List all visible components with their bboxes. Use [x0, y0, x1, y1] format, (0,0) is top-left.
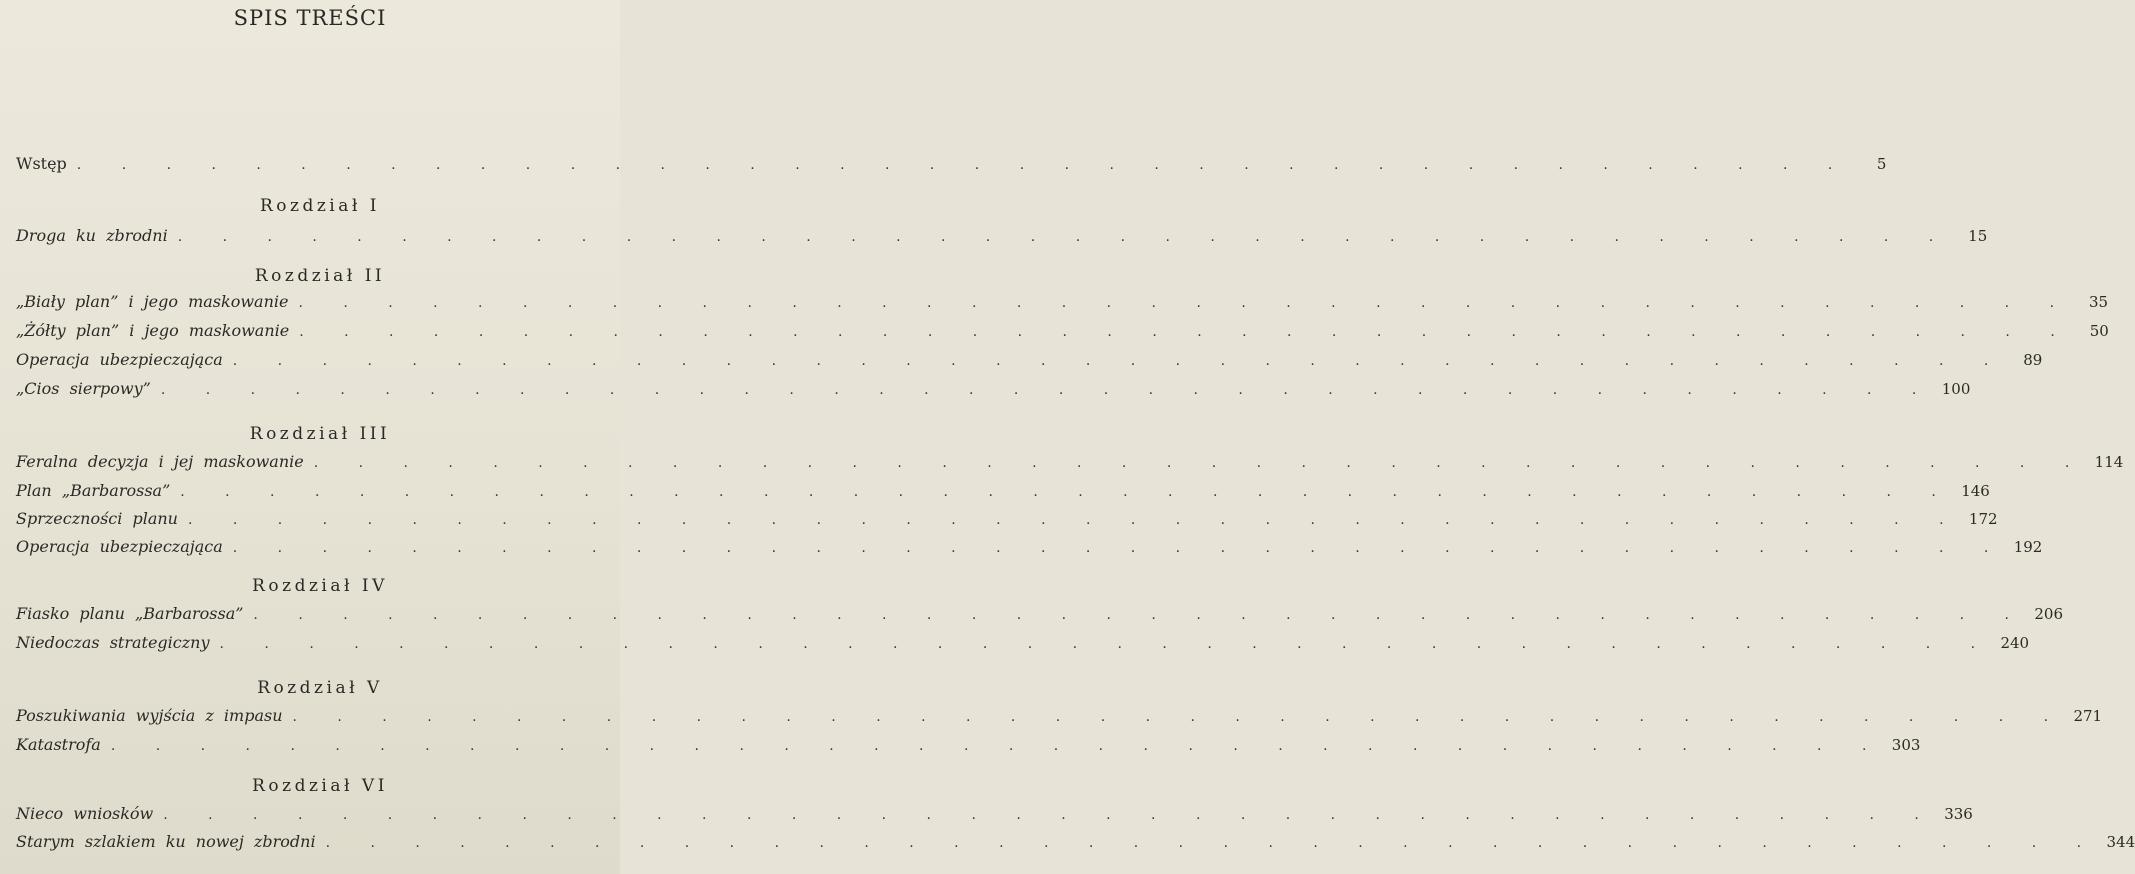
entry-title: Niedoczas strategiczny: [16, 633, 210, 652]
entry-title: „Biały plan” i jego maskowanie: [16, 292, 289, 311]
entry-title: Katastrofa: [16, 735, 101, 754]
dot-leader: . . . . . . . . . . . . . . . . . . . . . . . . . . . . . . . . . . . . . . . .: [160, 382, 1935, 398]
entry-title: Wstęp: [16, 154, 67, 173]
entry-title: Droga ku zbrodni: [16, 226, 168, 245]
toc-entry: [16, 706, 2103, 730]
page-number: 15: [1968, 227, 1988, 245]
toc-entry: [16, 604, 2063, 628]
entry-title: Operacja ubezpieczająca: [16, 350, 223, 369]
page-number: 172: [1968, 510, 1998, 528]
dot-leader: . . . . . . . . . . . . . . . . . . . . . . . . . . . . . . . . . . . . . . . .: [163, 807, 1937, 823]
toc-entry: [16, 509, 1998, 533]
chapter-heading: Rozdział II: [254, 266, 386, 286]
dot-leader: . . . . . . . . . . . . . . . . . . . . . . . . . . . . . . . . . . . . . . . .: [177, 229, 1952, 245]
page-number: 303: [1891, 736, 1921, 754]
entry-title: Fiasko planu „Barbarossa”: [16, 604, 244, 623]
dot-leader: . . . . . . . . . . . . . . . . . . . . . . . . . . . . . . . . . . . . . . . .: [292, 709, 2067, 725]
chapter-heading: Rozdział IV: [252, 576, 388, 596]
page-number: 336: [1944, 805, 1973, 823]
toc-entry: [16, 633, 2030, 657]
dot-leader: . . . . . . . . . . . . . . . . . . . . . . . . . . . . . . . . . . . . . . . .: [325, 835, 2100, 851]
dot-leader: . . . . . . . . . . . . . . . . . . . . . . . . . . . . . . . . . . . . . . . .: [219, 636, 1994, 652]
dot-leader: . . . . . . . . . . . . . . . . . . . . . . . . . . . . . . . . . . . . . . . .: [299, 324, 2073, 340]
page-number: 344: [2106, 833, 2135, 851]
toc-entry: [16, 321, 2109, 345]
toc-entry: [16, 832, 2135, 856]
toc-entry: [16, 735, 1921, 759]
page-number: 100: [1941, 380, 1971, 398]
dot-leader: . . . . . . . . . . . . . . . . . . . . . . . . . . . . . . . . . . . . . . . .: [76, 157, 1851, 173]
dot-leader: . . . . . . . . . . . . . . . . . . . . . . . . . . . . . . . . . . . . . . . .: [232, 540, 2007, 556]
page-number: 35: [2088, 293, 2109, 311]
entry-title: Sprzeczności planu: [16, 509, 178, 528]
chapter-heading: Rozdział VI: [252, 776, 388, 796]
toc-entry-intro: [16, 154, 1887, 178]
entry-title: Nieco wniosków: [16, 804, 154, 823]
dot-leader: . . . . . . . . . . . . . . . . . . . . . . . . . . . . . . . . . . . . . . . .: [232, 353, 2007, 369]
page-number: 240: [2000, 634, 2030, 652]
page-number: 206: [2034, 605, 2063, 623]
dot-leader: . . . . . . . . . . . . . . . . . . . . . . . . . . . . . . . . . . . . . . . .: [187, 512, 1962, 528]
page-number: 146: [1961, 482, 1990, 500]
entry-title: Poszukiwania wyjścia z impasu: [16, 706, 283, 725]
page-number: 192: [2013, 538, 2043, 556]
page-number: 5: [1876, 155, 1887, 173]
chapter-heading: Rozdział V: [257, 678, 383, 698]
toc-entry: [16, 481, 1990, 505]
toc-entry: [16, 379, 1971, 403]
entry-title: Operacja ubezpieczająca: [16, 537, 223, 556]
entry-title: Starym szlakiem ku nowej zbrodni: [16, 832, 316, 851]
entry-title: Feralna decyzja i jej maskowanie: [16, 452, 304, 471]
toc-entry: [16, 804, 1973, 828]
dot-leader: . . . . . . . . . . . . . . . . . . . . . . . . . . . . . . . . . . . . . . . .: [180, 484, 1954, 500]
toc-entry: [16, 452, 2124, 476]
dot-leader: . . . . . . . . . . . . . . . . . . . . . . . . . . . . . . . . . . . . . . . .: [110, 738, 1885, 754]
page-number: 271: [2073, 707, 2103, 725]
toc-entry: [16, 350, 2043, 374]
dot-leader: . . . . . . . . . . . . . . . . . . . . . . . . . . . . . . . . . . . . . . . .: [298, 295, 2073, 311]
toc-entry: [16, 226, 1988, 250]
entry-title: Plan „Barbarossa”: [16, 481, 171, 500]
page-number: 89: [2023, 351, 2043, 369]
toc-entry: [16, 537, 2043, 561]
page-number: 50: [2089, 322, 2109, 340]
entry-title: „Cios sierpowy”: [16, 379, 151, 398]
toc-entry: [16, 292, 2109, 316]
entry-title: „Żółty plan” i jego maskowanie: [16, 321, 290, 340]
dot-leader: . . . . . . . . . . . . . . . . . . . . . . . . . . . . . . . . . . . . . . . .: [253, 607, 2027, 623]
chapter-heading: Rozdział I: [259, 196, 381, 216]
dot-leader: . . . . . . . . . . . . . . . . . . . . . . . . . . . . . . . . . . . . . . . .: [313, 455, 2088, 471]
chapter-heading: Rozdział III: [249, 424, 391, 444]
page-title: SPIS TREŚCI: [233, 6, 387, 30]
page-number: 114: [2094, 453, 2124, 471]
